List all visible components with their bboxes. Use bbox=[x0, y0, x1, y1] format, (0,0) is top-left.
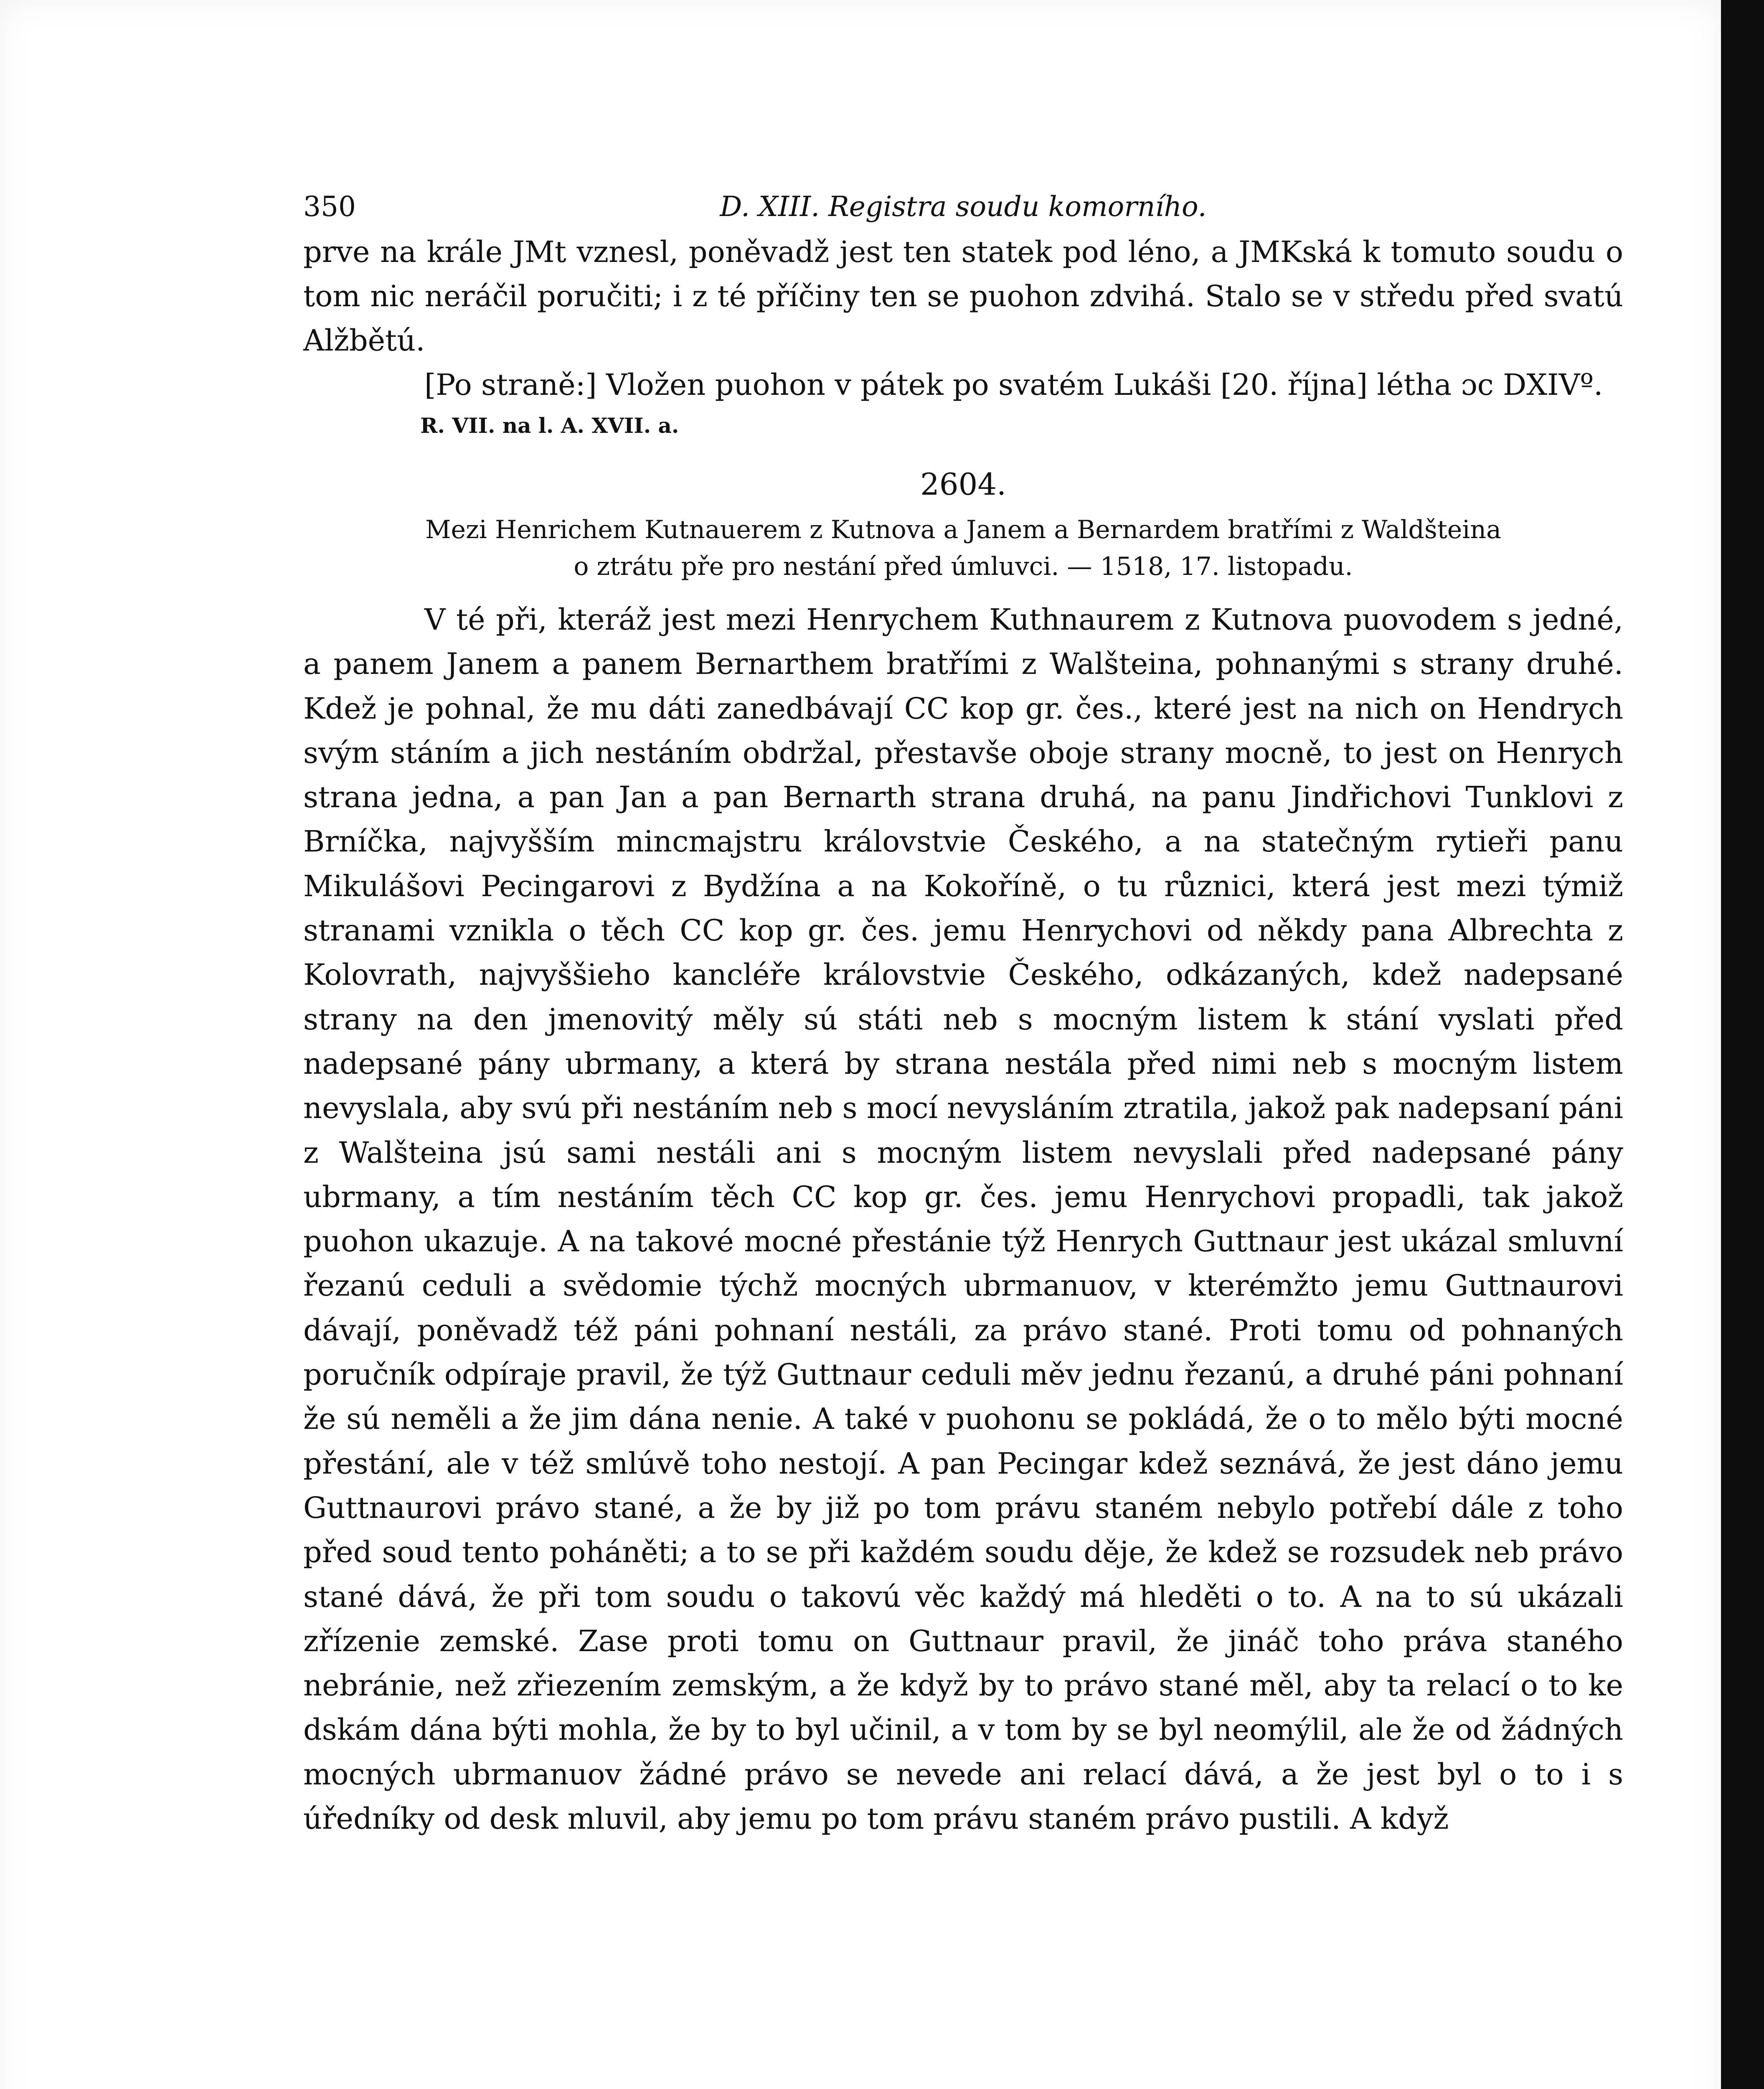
register-reference: R. VII. na l. A. XVII. a. bbox=[420, 413, 679, 438]
text-block bbox=[303, 184, 1623, 1841]
page-header bbox=[303, 184, 1623, 230]
running-title: D. XIII. Registra soudu komorního. bbox=[720, 191, 1207, 223]
scan-border bbox=[1721, 0, 1764, 2089]
entry-body: V té při, kteráž jest mezi Henrychem Kuthnaurem z Kutnova puovodem s jedné, a panem Janem a panem Bernarthem bratřími z Walšteina, pohnanými s strany druhé. Kdež je pohnal, že mu dáti zanedbávají CC kop gr. čes., které jest na nich on Hendrych svým stáním a jich nestáním obdržal, přestavše oboje strany mocně, to jest on Henrych strana jedna, a pan Jan a pan Bernarth strana druhá, na panu Jindřichovi Tunklovi z Brníčka, najvyšším mincmajstru královstvie Českého, a na statečným rytieři panu Mikulášovi Pecingarovi z Bydžína a na Kokoříně, o tu různici, která jest mezi týmiž stranami vznikla o těch CC kop gr. čes. jemu Henrychovi od někdy pana Albrechta z Kolovrath, najvyššieho kancléře královstvie Českého, odkázaných, kdež nadepsané strany na den jmenovitý měly sú státi neb s mocným listem k stání vyslati před nadepsané pány ubrmany, a která by strana nestála před nimi neb s mocným listem nevyslala, aby svú při nestáním neb s mocí nevysláním ztratila, jakož pak nadepsaní páni z Walšteina jsú sami nestáli ani s mocným listem nevyslali před nadepsané pány ubrmany, a tím nestáním těch CC kop gr. čes. jemu Henrychovi propadli, tak jakož puohon ukazuje. A na takové mocné přestánie týž Henrych Guttnaur jest ukázal smluvní řezanú ceduli a svědomie týchž mocných ubrmanuov, v kterémžto jemu Guttnaurovi dávají, poněvadž též páni pohnaní nestáli, za právo stané. Proti tomu od pohnaných poručník odpíraje pravil, že týž Guttnaur ceduli měv jednu řezanú, a druhé páni pohnaní že sú neměli a že jim dána nenie. A také v puohonu se pokládá, že o to mělo býti mocné přestání, ale v též smlúvě toho nestojí. A pan Pecingar kdež seznává, že jest dáno jemu Guttnaurovi právo stané, a že by již po tom právu staném nebylo potřebí dále z toho před soud tento poháněti; a to se při každém soudu děje, že kdež se rozsudek neb právo stané dává, že při tom soudu o takovú věc každý má hleděti o to. A na to sú ukázali zřízenie zemské. Zase proti tomu on Guttnaur pravil, že jináč toho práva staného nebránie, než zřiezením zemským, a že když by to právo stané měl, aby ta relací o to ke dskám dána býti mohla, že by to byl učinil, a v tom by se byl neomýlil, ale že od žádných mocných ubrmanuov žádné právo se nevede ani relací dává, a že jest byl o to i s úředníky od desk mluvil, aby jemu po tom právu staném právo pustili. A když bbox=[303, 602, 1623, 1836]
entry-summary bbox=[303, 511, 1623, 585]
entry-summary-line-2: o ztrátu pře pro nestání před úmluvci. — 1518, 17. listopadu. bbox=[574, 552, 1353, 581]
entry-summary-line-1: Mezi Henrichem Kutnauerem z Kutnova a Janem a Bernardem bratřími z Waldšteina bbox=[425, 515, 1501, 544]
page-number: 350 bbox=[303, 191, 356, 223]
previous-entry-text: prve na krále JMt vznesl, poněvadž jest ten statek pod léno, a JMKská k tomuto soudu o tom nic neráčil poručiti; i z té příčiny ten se puohon zdvihá. Stalo se v středu před svatú Alžbětú. bbox=[303, 235, 1623, 358]
entry-number: 2604. bbox=[920, 467, 1007, 502]
marginal-note: [Po straně:] Vložen puohon v pátek po svatém Lukáši [20. října] létha ɔc DXIVº. bbox=[424, 368, 1603, 402]
